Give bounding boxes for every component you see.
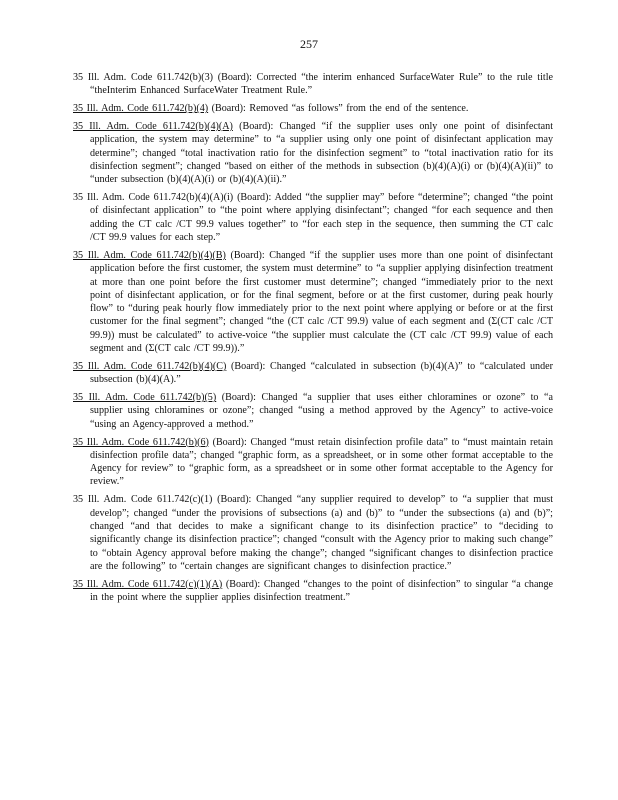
- amendment-entry: [73, 120, 553, 186]
- amendment-text: (Board): Removed “as follows” from the end of the sentence.: [208, 103, 469, 115]
- amendment-text: (Board): Changed “calculated in subsection (b)(4)(A)” to “calculated under subsection (b)(4)(A).”: [90, 360, 553, 386]
- amendment-entry: [73, 391, 553, 431]
- amendment-text: (Board): Changed “must retain disinfection profile data” to “must maintain retain disinfection profile data”; changed “graphic form, as a spreadsheet, or in some other format acceptable to the Agency for review” to “graphic form, as a spreadsheet or in some other format acceptable to the Agency for review.”: [90, 436, 553, 488]
- citation: 35 Ill. Adm. Code 611.742(b)(4)(C): [73, 360, 227, 372]
- amendment-entry: [73, 102, 553, 115]
- amendment-entry: [73, 578, 553, 605]
- amendment-entry: [73, 71, 553, 98]
- amendment-text: (Board): Changed “if the supplier uses more than one point of disinfectant application before the first customer, the system must determine” to “a supplier applying disinfection treatment at more than one point before the first customer must determine”; changed “immediately prior to the next point of disinfectant application, or for the final segment, before or at the first customer, during peak hourly flow” to “during peak hourly flow immediately prior to the next point where applying or before or at the first customer for the final segment”; changed “the (CT calc /CT 99.9) value of each segment and (Σ(CT calc /CT 99.9)) must be calculated” to active-voice “the supplier must calculate the (CT calc /CT 99.9) value of each segment and (Σ(CT calc /CT 99.9)).”: [90, 249, 553, 355]
- citation: 35 Ill. Adm. Code 611.742(c)(1): [73, 494, 213, 506]
- amendment-text: (Board): Changed “changes to the point of disinfection” to singular “a change in the point where the supplier applies disinfection treatment.”: [90, 578, 553, 604]
- amendment-entry: [73, 191, 553, 244]
- citation: 35 Ill. Adm. Code 611.742(b)(4)(A)(i): [73, 192, 234, 204]
- amendment-entry: [73, 436, 553, 489]
- citation: 35 Ill. Adm. Code 611.742(b)(4): [73, 103, 209, 115]
- amendment-entry: [73, 493, 553, 573]
- citation: 35 Ill. Adm. Code 611.742(b)(6): [73, 436, 209, 448]
- amendment-text: (Board): Corrected “the interim enhanced SurfaceWater Rule” to the rule title “theInterim Enhanced SurfaceWater Treatment Rule.”: [90, 72, 553, 97]
- page-number: 257: [300, 37, 318, 51]
- amendment-text: (Board): Changed “a supplier that uses either chloramines or ozone” to “a supplier using chloramines or ozone”; changed “using a method approved by the Agency” to active-voice “using an Agency-approved a method.”: [90, 392, 553, 430]
- citation: 35 Ill. Adm. Code 611.742(b)(5): [73, 392, 217, 404]
- amendment-text: (Board): Added “the supplier may” before “determine”; changed “the point of disinfectant application” to “the point where applying disinfectant”; changed “for each sequence and then adding the CT calc /CT 99.9 values together” to “for each step in the sequence, then summing the CT calc /CT 99.9 values for each step.”: [90, 192, 553, 244]
- citation: 35 Ill. Adm. Code 611.742(b)(3): [73, 72, 213, 83]
- citation: 35 Ill. Adm. Code 611.742(b)(4)(B): [73, 249, 226, 261]
- amendment-list: [73, 71, 553, 609]
- citation: 35 Ill. Adm. Code 611.742(b)(4)(A): [73, 121, 233, 133]
- amendment-entry: [73, 360, 553, 387]
- citation: 35 Ill. Adm. Code 611.742(c)(1)(A): [73, 578, 223, 590]
- amendment-text: (Board): Changed “if the supplier uses only one point of disinfectant application, the system may determine” to “a supplier using only one point of disinfectant application may determine”; changed “total inactivation ratio for the disinfection segment” to “total inactivation ratio for its disinfection segment”; changed “based on either of the methods in subsection (b)(4)(A)(i) or (b)(4)(A)(ii)” to “under subsection (b)(4)(A)(i) or (b)(4)(A)(ii).”: [90, 121, 554, 186]
- amendment-text: (Board): Changed “any supplier required to develop” to “a supplier that must develop”; changed “under the provisions of subsections (a) and (b)” to “under the subsections (a) and (b)”; changed “and that decides to make a significant change to its disinfection practice” to “deciding to significantly change its disinfection practice”; changed “consult with the Agency prior to making such change” to “obtain Agency approval before making the change”; changed “significant changes to disinfection practice are the following” to “certain changes are significant changes to disinfection practice.”: [90, 494, 553, 572]
- amendment-entry: [73, 249, 553, 355]
